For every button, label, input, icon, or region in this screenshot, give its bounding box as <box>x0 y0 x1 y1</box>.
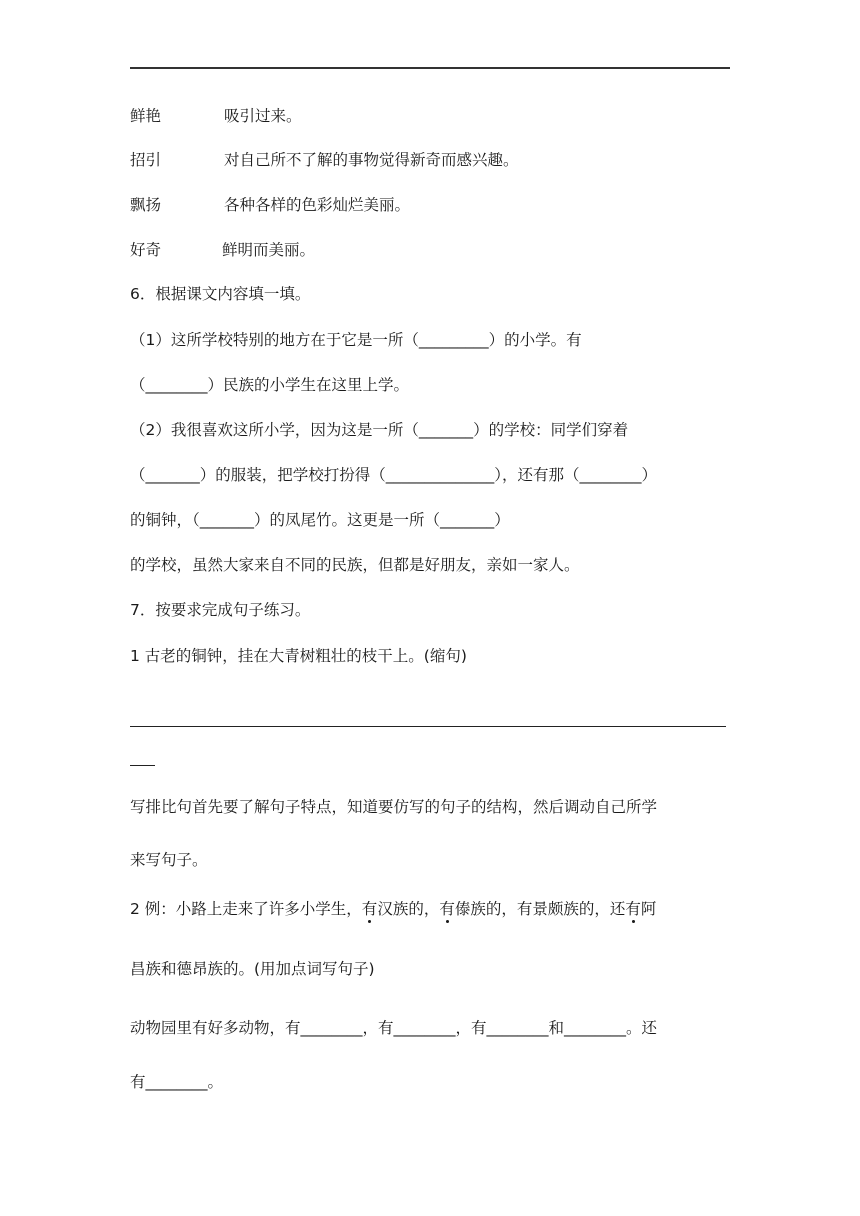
question-6-title: 6．根据课文内容填一填。 <box>130 285 311 303</box>
header-rule <box>130 67 730 69</box>
q7-exercise-line-1: 动物园里有好多动物，有________，有________，有________和________。还 <box>130 1019 658 1037</box>
match-left-2: 招引 <box>130 151 162 169</box>
q7-tip-line-1: 写排比句首先要了解句子特点，知道要仿写的句子的结构，然后调动自己所学 <box>130 798 658 816</box>
match-row-4 <box>130 240 315 260</box>
match-left-4: 好奇 <box>130 241 162 259</box>
match-left-1: 鲜艳 <box>130 107 162 125</box>
q6-line-5: 的铜钟，（_______）的凤尾竹。这更是一所（_______） <box>130 511 510 529</box>
match-row-3 <box>130 195 410 215</box>
q7-sentence-2-line-2: 昌族和德昂族的。(用加点词写句子) <box>130 960 375 978</box>
q6-line-3: （2）我很喜欢这所小学，因为这是一所（_______）的学校：同学们穿着 <box>130 421 629 439</box>
match-row-2 <box>130 150 519 170</box>
match-right-2: 对自己所不了解的事物觉得新奇而感兴趣。 <box>224 151 519 169</box>
answer-line-continuation <box>130 765 155 766</box>
answer-line <box>130 726 726 727</box>
match-right-1: 吸引过来。 <box>224 107 302 125</box>
dotted-word-1: 有 <box>361 900 378 918</box>
s2-end: 阿 <box>640 900 657 918</box>
match-row-1 <box>130 106 302 126</box>
q7-sentence-1: 1 古老的铜钟，挂在大青树粗壮的枝干上。(缩句) <box>130 647 467 665</box>
q7-tip-line-2: 来写句子。 <box>130 851 208 869</box>
question-7-title: 7．按要求完成句子练习。 <box>130 601 311 619</box>
match-right-3: 各种各样的色彩灿烂美丽。 <box>224 196 411 214</box>
s2-mid-2: 傣族的，有景颇族的，还 <box>454 900 626 918</box>
q7-sentence-2 <box>130 899 656 919</box>
s2-mid-1: 汉族的， <box>377 900 440 918</box>
q7-exercise-line-2: 有________。 <box>130 1073 224 1091</box>
dotted-word-3: 有 <box>625 900 641 918</box>
match-right-4: 鲜明而美丽。 <box>222 241 316 259</box>
q6-line-6: 的学校，虽然大家来自不同的民族，但都是好朋友，亲如一家人。 <box>130 556 580 574</box>
q6-line-1: （1）这所学校特别的地方在于它是一所（_________）的小学。有 <box>130 331 582 349</box>
q6-line-2: （________）民族的小学生在这里上学。 <box>130 376 410 394</box>
s2-prefix: 2 例：小路上走来了许多小学生， <box>130 900 362 918</box>
dotted-word-2: 有 <box>439 900 455 918</box>
q6-line-4: （_______）的服装，把学校打扮得（______________），还有那（________） <box>130 466 658 484</box>
match-left-3: 飘扬 <box>130 196 162 214</box>
